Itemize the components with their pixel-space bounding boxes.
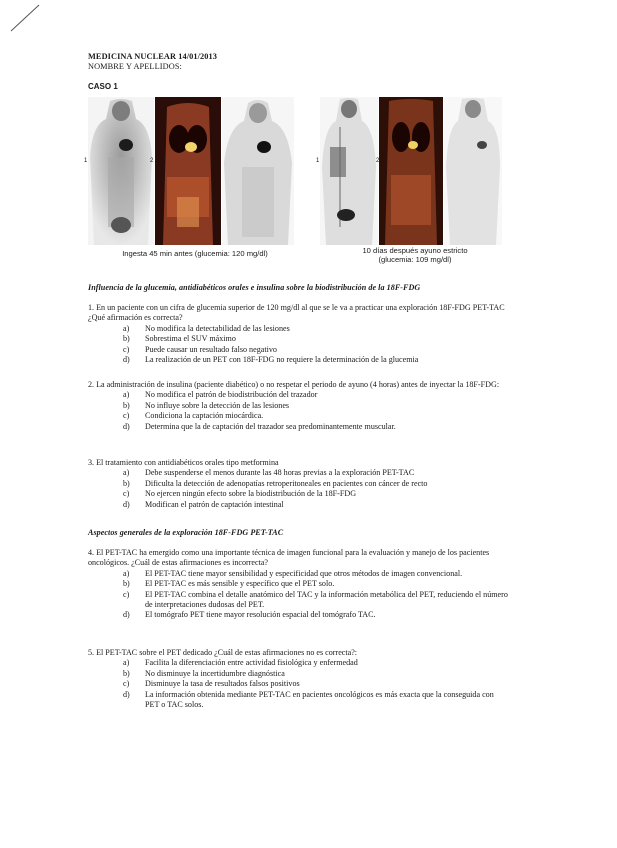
option-text: Dificulta la detección de adenopatías retroperitoneales en pacientes con cáncer de recto <box>145 478 428 488</box>
option-letter: c) <box>123 411 130 421</box>
option[interactable] <box>88 422 508 432</box>
section-title-aspectos: Aspectos generales de la exploración 18F-FDG PET-TAC <box>88 528 284 537</box>
caption-left <box>100 249 290 258</box>
option-letter: b) <box>123 400 130 410</box>
caption-right <box>330 246 500 264</box>
option[interactable] <box>88 658 508 668</box>
option-letter: d) <box>123 689 130 699</box>
option-letter: a) <box>123 468 130 478</box>
panel-marker: 2 <box>376 158 380 164</box>
exam-header <box>88 52 217 72</box>
option[interactable] <box>88 355 508 365</box>
pet-ct-fused-image-left <box>155 97 221 245</box>
option-text: No modifica la detectabilidad de las lesiones <box>145 323 290 333</box>
section-title-glucemia: Influencia de la glucemia, antidiabéticos orales e insulina sobre la biodistribución de la 18F-FDG <box>88 283 421 292</box>
pet-mip-image-left-2 <box>222 97 294 245</box>
option-text: No influye sobre la detección de las lesiones <box>145 400 290 410</box>
option-text: La información obtenida mediante PET-TAC en pacientes oncológicos es más exacta que la conseguida con PET o TAC solos. <box>145 689 494 710</box>
option-text: No modifica el patrón de biodistribución del trazador <box>145 390 318 400</box>
option-letter: d) <box>123 421 130 431</box>
option-text: Modifican el patrón de captación intestinal <box>145 499 284 509</box>
option-text: Sobrestima el SUV máximo <box>145 334 236 344</box>
option[interactable] <box>88 569 508 579</box>
option[interactable] <box>88 500 508 510</box>
option-letter: c) <box>123 679 130 689</box>
exam-title: MEDICINA NUCLEAR 14/01/2013 <box>88 52 218 61</box>
caption-right-line1: 10 días después ayuno estricto <box>362 246 468 255</box>
question-5 <box>88 648 508 710</box>
option-letter: c) <box>123 489 130 499</box>
option-text: El tomógrafo PET tiene mayor resolución espacial del tomógrafo TAC. <box>145 610 376 620</box>
option[interactable] <box>88 489 508 499</box>
option-letter: b) <box>123 478 130 488</box>
option[interactable] <box>88 590 508 611</box>
panel-marker: 2 <box>150 158 154 164</box>
option-text: Puede causar un resultado falso negativo <box>145 344 277 354</box>
option[interactable] <box>88 468 508 478</box>
option-text: El PET-TAC combina el detalle anatómico del TAC y la información metabólica del PET, reduciendo el número de interpretaciones dudosas del PET. <box>145 589 508 610</box>
question-4 <box>88 548 508 621</box>
option[interactable] <box>88 479 508 489</box>
option-letter: d) <box>123 499 130 509</box>
option[interactable] <box>88 390 508 400</box>
option[interactable] <box>88 411 508 421</box>
caption-left-text: Ingesta 45 min antes (glucemia: 120 mg/dl) <box>122 249 268 258</box>
option-letter: c) <box>123 344 130 354</box>
option-letter: c) <box>123 589 130 599</box>
pet-mip-image-right-2 <box>444 97 502 245</box>
question-2 <box>88 380 508 432</box>
option-text: El PET-TAC es más sensible y específico que el PET solo. <box>145 579 335 589</box>
option[interactable] <box>88 679 508 689</box>
pet-mip-image-left-1 <box>88 97 154 245</box>
option-text: La realización de un PET con 18F-FDG no requiere la determinación de la glucemia <box>145 355 419 365</box>
option-letter: b) <box>123 668 130 678</box>
option-letter: b) <box>123 334 130 344</box>
question-stem: 2. La administración de insulina (paciente diabético) o no respetar el periodo de ayuno (4 horas) antes de inyectar la 18F-FDG: <box>88 380 500 389</box>
question-stem: 1. En un paciente con un cifra de glucemia superior de 120 mg/dl al que se le va a practicar una exploración 18F-FDG PET-TAC ¿Qué afirmación es correcta? <box>88 303 505 323</box>
option-letter: a) <box>123 658 130 668</box>
option-letter: b) <box>123 579 130 589</box>
option-text: Determina que la de captación del trazador sea predominantemente muscular. <box>145 421 396 431</box>
question-stem: 4. El PET-TAC ha emergido como una importante técnica de imagen funcional para la evaluación y manejo de los pacientes oncológicos. ¿Cuál de estas afirmaciones es incorrecta? <box>88 548 490 568</box>
option-letter: d) <box>123 610 130 620</box>
option-text: Facilita la diferenciación entre actividad fisiológica y enfermedad <box>145 658 358 668</box>
case-label: CASO 1 <box>88 82 118 91</box>
panel-marker: 1 <box>316 158 320 164</box>
question-3 <box>88 458 508 510</box>
question-stem: 3. El tratamiento con antidiabéticos orales tipo metformina <box>88 458 279 467</box>
pet-mip-image-right-1 <box>320 97 378 245</box>
option[interactable] <box>88 579 508 589</box>
option[interactable] <box>88 345 508 355</box>
pet-ct-fused-image-right <box>379 97 443 245</box>
option-text: No disminuye la incertidumbre diagnóstica <box>145 668 285 678</box>
scan-corner-mark <box>10 4 40 32</box>
option[interactable] <box>88 334 508 344</box>
option[interactable] <box>88 401 508 411</box>
option-text: Debe suspenderse el menos durante las 48 horas previas a la exploración PET-TAC <box>145 468 415 478</box>
panel-marker: 1 <box>84 158 88 164</box>
question-stem: 5. El PET-TAC sobre el PET dedicado ¿Cuál de estas afirmaciones no es correcta?: <box>88 648 358 657</box>
option-letter: a) <box>123 568 130 578</box>
option-letter: a) <box>123 323 130 333</box>
question-1 <box>88 303 508 365</box>
option-text: Disminuye la tasa de resultados falsos positivos <box>145 679 300 689</box>
option-letter: a) <box>123 390 130 400</box>
option-text: El PET-TAC tiene mayor sensibilidad y especificidad que otros métodos de imagen convencional. <box>145 568 463 578</box>
option[interactable] <box>88 669 508 679</box>
option-text: Condiciona la captación miocárdica. <box>145 411 264 421</box>
option[interactable] <box>88 610 508 620</box>
option-letter: d) <box>123 355 130 365</box>
name-field-label: NOMBRE Y APELLIDOS: <box>88 62 182 71</box>
caption-right-line2: (glucemia: 109 mg/dl) <box>378 255 452 264</box>
option[interactable] <box>88 690 508 711</box>
option-text: No ejercen ningún efecto sobre la biodistribución de la 18F-FDG <box>145 489 357 499</box>
option[interactable] <box>88 324 508 334</box>
